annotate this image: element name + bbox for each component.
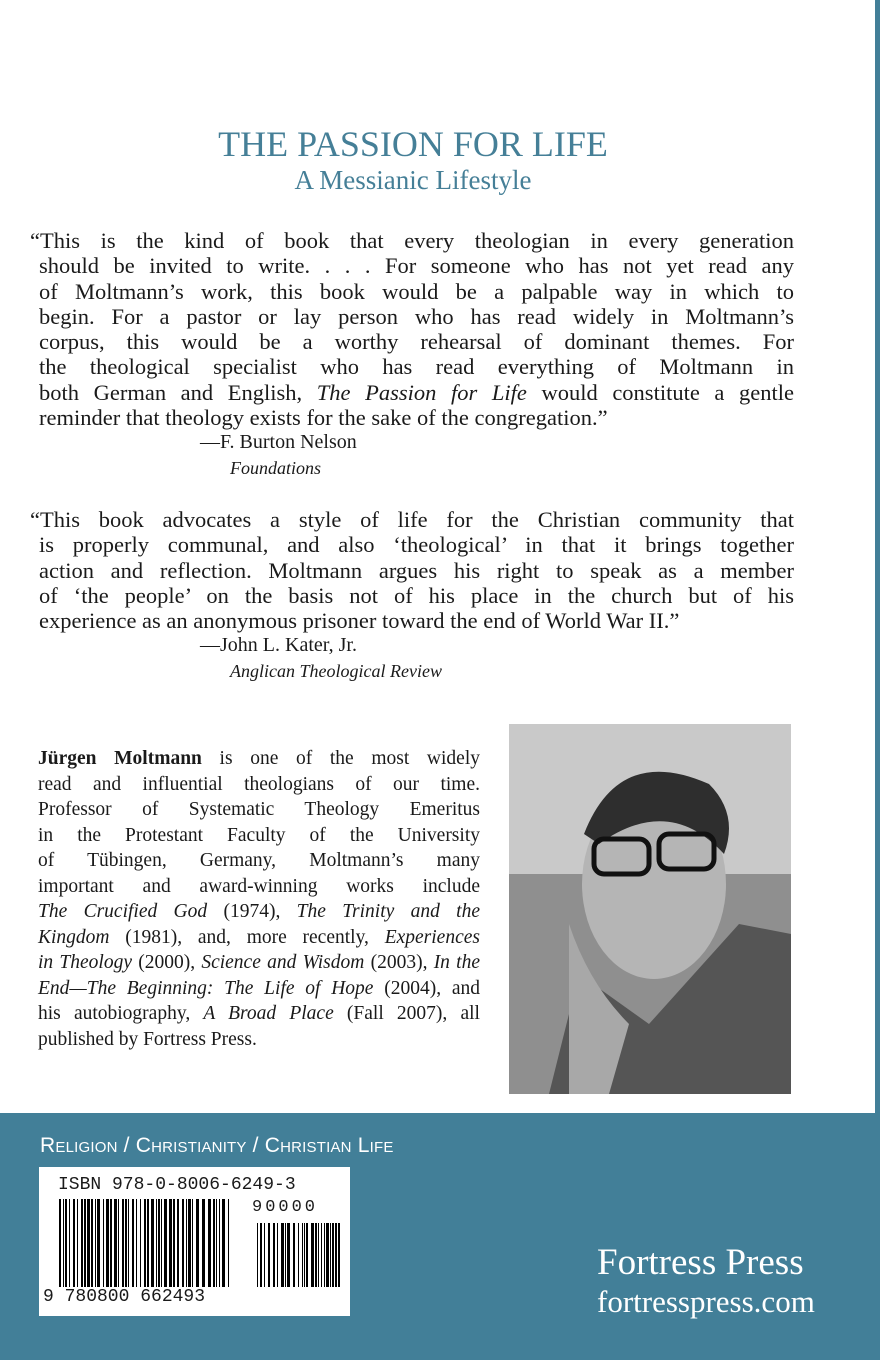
text-segment: is one of the most widely [201, 748, 481, 769]
price-code: 90000 [252, 1198, 319, 1217]
text-line [30, 304, 794, 329]
text-segment: (2000), [131, 952, 202, 973]
barcode-bar [318, 1223, 319, 1287]
barcode-bar [273, 1223, 275, 1287]
barcode-bar [91, 1199, 93, 1287]
text-line [38, 797, 480, 823]
barcode-bar [222, 1199, 225, 1287]
barcode-bar [158, 1199, 160, 1287]
text-line [30, 558, 794, 583]
text-segment: End—The Beginning: The Life of Hope [38, 977, 374, 999]
barcode-bar [182, 1199, 184, 1287]
barcode-bar [144, 1199, 146, 1287]
isbn-barcode [39, 1167, 350, 1316]
barcode-bar [77, 1199, 78, 1287]
text-line [38, 899, 480, 925]
text-line [38, 1027, 480, 1053]
spine-edge [875, 0, 880, 1113]
text-segment: (2004), and [373, 977, 480, 999]
barcode-bar [335, 1223, 337, 1287]
text-segment: of Tübingen, Germany, Moltmann’s many [38, 850, 480, 871]
barcode-bar [73, 1199, 75, 1287]
text-segment: Experiences [384, 926, 480, 948]
barcode-bar [188, 1199, 191, 1287]
text-segment: in Theology [38, 952, 132, 973]
category-label: Religion / Christianity / Christian Life [40, 1134, 394, 1157]
barcode-bar [213, 1199, 215, 1287]
text-segment: would constitute a gentle [526, 379, 794, 405]
barcode-bar [140, 1199, 141, 1287]
barcode-bar [192, 1199, 193, 1287]
barcode-bar [128, 1199, 129, 1287]
barcode-bar [132, 1199, 134, 1287]
text-line [30, 253, 794, 278]
barcode-bar [287, 1223, 290, 1287]
text-segment: A Broad Place [203, 1003, 334, 1024]
text-segment: important and award-winning works include [38, 875, 480, 897]
author-photo [509, 724, 791, 1094]
barcode-bar [65, 1199, 67, 1287]
text-segment: “This is the kind of book that every theologian in every generation [30, 228, 794, 253]
text-line [38, 1001, 480, 1027]
barcode-bar [298, 1223, 299, 1287]
text-line [30, 507, 794, 532]
barcode-bar [281, 1223, 284, 1287]
text-segment: (1974), [207, 901, 297, 922]
barcode-bar [216, 1199, 217, 1287]
text-line [30, 608, 794, 633]
text-segment: (2003), [364, 952, 434, 973]
barcode-bar [186, 1199, 187, 1287]
book-subtitle: A Messianic Lifestyle [294, 165, 532, 195]
text-segment: both German and English, [39, 379, 317, 405]
text-segment: Jürgen Moltmann [38, 748, 202, 769]
barcode-bar [106, 1199, 109, 1287]
barcode-bar [268, 1223, 270, 1287]
text-segment: of ‘the people’ on the basis not of his place in the church but of his [39, 582, 794, 608]
barcode-bar [321, 1223, 322, 1287]
barcode-bar [260, 1223, 262, 1287]
text-line [38, 848, 480, 874]
barcode-bar [304, 1223, 305, 1287]
review-source-1: Foundations [230, 458, 322, 478]
barcode-bar [156, 1199, 157, 1287]
barcode-bar [285, 1223, 286, 1287]
barcode-bar [164, 1199, 167, 1287]
barcode-bar [169, 1199, 172, 1287]
text-line [30, 583, 794, 608]
barcode-bar [219, 1199, 220, 1287]
text-segment: “This book advocates a style of life for the Christian community that [30, 507, 794, 532]
barcode-bar [257, 1223, 258, 1287]
barcode-bar [63, 1199, 64, 1287]
text-segment: his autobiography, [38, 1003, 204, 1024]
barcode-bar [315, 1223, 317, 1287]
barcode-bar [69, 1199, 70, 1287]
barcode-bar [173, 1199, 175, 1287]
barcode-bar [84, 1199, 86, 1287]
barcode-bar [264, 1223, 265, 1287]
text-line [38, 925, 480, 951]
text-line [38, 823, 480, 849]
text-line [38, 746, 480, 772]
text-segment: The Crucified God [38, 901, 208, 922]
text-line [38, 772, 480, 798]
text-segment: (Fall 2007), all [333, 1003, 480, 1024]
barcode-digits: 9 780800 662493 [43, 1287, 206, 1307]
text-segment: is properly communal, and also ‘theological’ in that it brings together [39, 532, 794, 558]
barcode-bar [208, 1199, 211, 1287]
barcode-bar [81, 1199, 83, 1287]
text-line [30, 532, 794, 557]
barcode-bar [306, 1223, 308, 1287]
barcode-bar [338, 1223, 340, 1287]
text-segment: The Trinity and the [296, 901, 480, 922]
review-author-2: —John L. Kater, Jr. [200, 634, 357, 656]
barcode-bar [293, 1223, 295, 1287]
isbn-text: ISBN 978-0-8006-6249-3 [58, 1175, 296, 1195]
text-segment: published by Fortress Press. [38, 1028, 257, 1050]
text-line [38, 976, 480, 1002]
barcode-bar [332, 1223, 334, 1287]
text-line [30, 405, 794, 430]
barcode-bar [103, 1199, 104, 1287]
barcode-bar [277, 1223, 278, 1287]
text-line [38, 950, 480, 976]
text-segment: corpus, this would be a worthy rehearsal of dominant themes. For [39, 329, 794, 355]
barcode-bar [118, 1199, 119, 1287]
text-segment: action and reflection. Moltmann argues his right to speak as a member [39, 557, 794, 583]
text-segment: in the Protestant Faculty of the University [38, 824, 480, 846]
book-title: THE PASSION FOR LIFE [218, 124, 608, 164]
text-line [30, 354, 794, 379]
text-segment: reminder that theology exists for the sake of the congregation.” [39, 405, 608, 431]
text-segment: experience as an anonymous prisoner toward the end of World War II.” [39, 608, 680, 634]
review-source-2: Anglican Theological Review [230, 661, 442, 681]
text-segment: Professor of Systematic Theology Emeritus [38, 799, 480, 820]
barcode-bar [136, 1199, 137, 1287]
barcode-bar [59, 1199, 61, 1287]
barcode-bar [324, 1223, 325, 1287]
text-line [30, 279, 794, 304]
barcode-bar [161, 1199, 162, 1287]
barcode-bar [202, 1199, 205, 1287]
barcode-bar [95, 1199, 96, 1287]
barcode-bar [125, 1199, 127, 1287]
barcode-bar [196, 1199, 199, 1287]
barcode-bar [87, 1199, 90, 1287]
barcode-bar [122, 1199, 124, 1287]
text-segment: the theological specialist who has read everything of Moltmann in [39, 354, 794, 380]
text-segment: begin. For a pastor or lay person who has read widely in Moltmann’s [39, 303, 794, 329]
barcode-bar [311, 1223, 314, 1287]
barcode-bar [330, 1223, 331, 1287]
text-segment: Kingdom [38, 926, 110, 948]
barcode-bar [97, 1199, 100, 1287]
text-segment: In the [433, 952, 480, 973]
publisher-name: Fortress Press [597, 1242, 804, 1283]
barcode-bar [147, 1199, 149, 1287]
text-segment: The Passion for Life [316, 379, 527, 405]
barcode-bar [114, 1199, 117, 1287]
publisher-url: fortresspress.com [597, 1284, 815, 1319]
barcode-bar [326, 1223, 329, 1287]
text-line [38, 874, 480, 900]
barcode-bar [110, 1199, 112, 1287]
barcode-bar [177, 1199, 179, 1287]
text-segment: read and influential theologians of our time. [38, 773, 480, 795]
text-segment: should be invited to write. . . . For someone who has not yet read any [39, 253, 794, 279]
barcode-bar [151, 1199, 154, 1287]
author-bio [38, 746, 480, 1052]
text-segment: of Moltmann’s work, this book would be a palpable way in which to [39, 278, 794, 304]
text-line [30, 228, 794, 253]
barcode-bar [228, 1199, 229, 1287]
barcode-bar [302, 1223, 303, 1287]
review-quote-1 [30, 228, 794, 430]
text-line [30, 329, 794, 354]
text-line [30, 380, 794, 405]
barcode-bars [59, 1199, 349, 1289]
review-quote-2 [30, 507, 794, 633]
review-author-1: —F. Burton Nelson [200, 431, 357, 453]
text-segment: Science and Wisdom [201, 952, 365, 973]
text-segment: (1981), and, more recently, [109, 926, 385, 948]
